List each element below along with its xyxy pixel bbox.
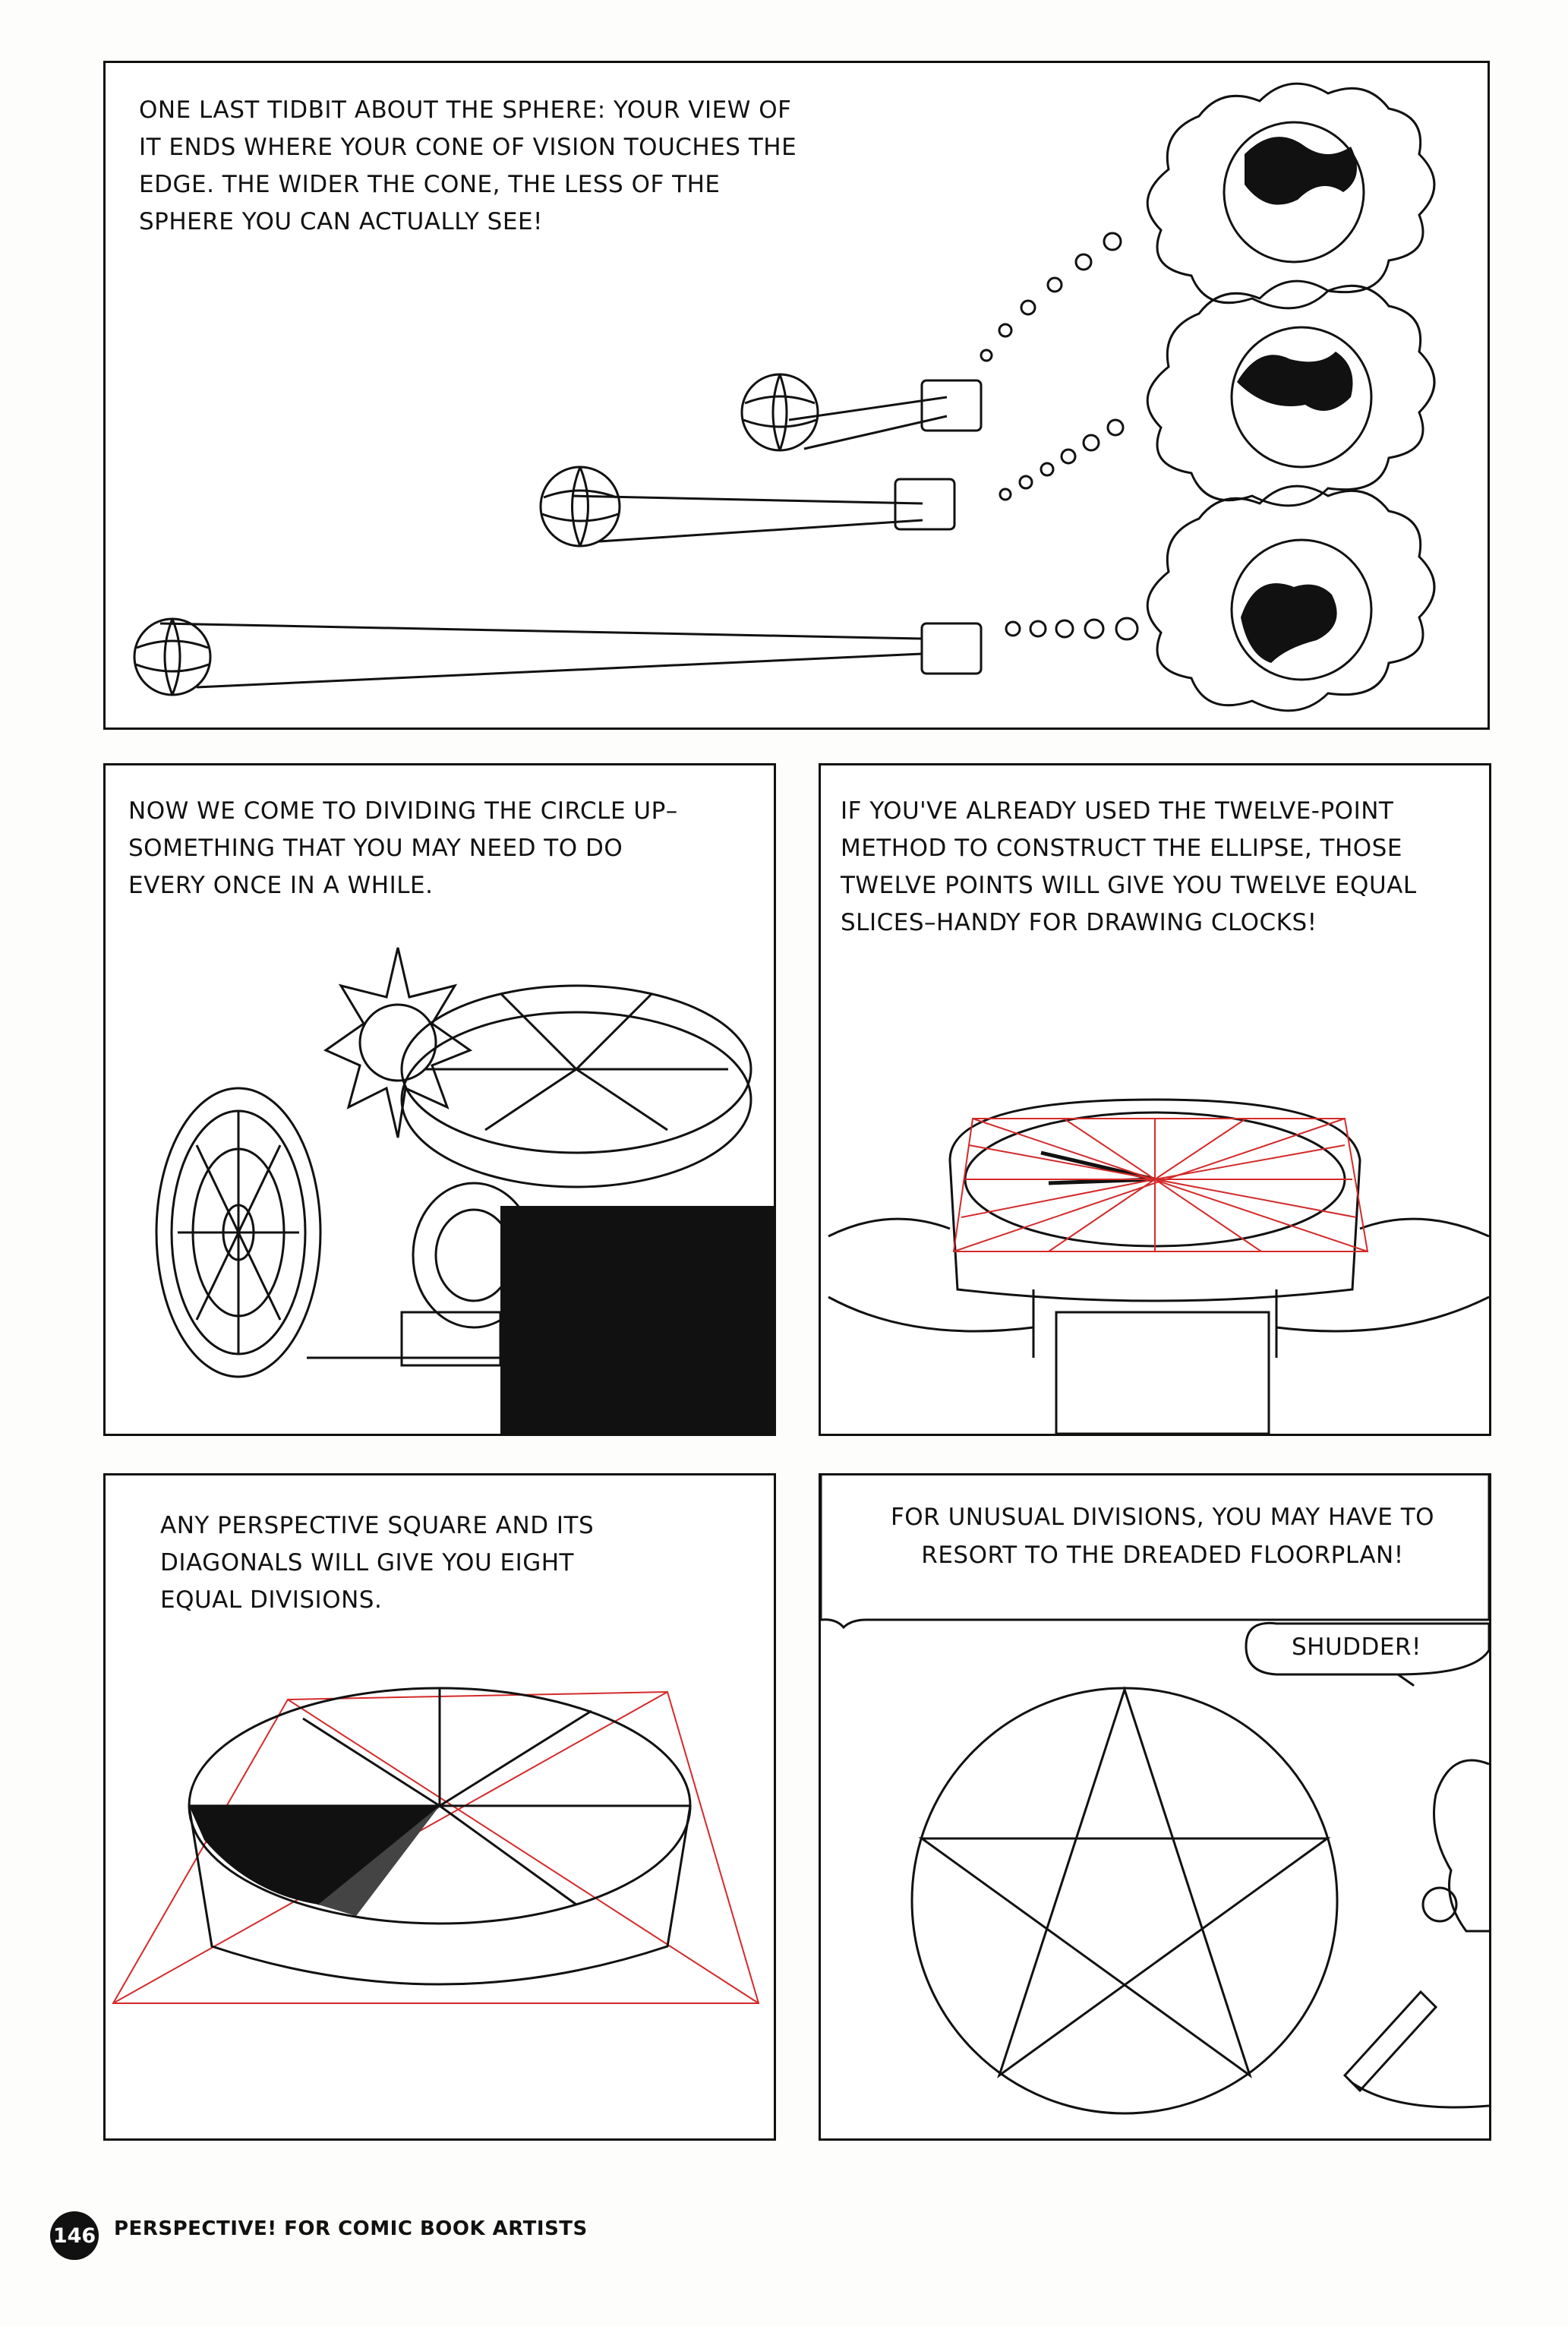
wristwatch-illustration: [821, 765, 1489, 1434]
panel-sphere-cone: [103, 61, 1490, 730]
panel-twelve-point-clock: [819, 763, 1491, 1436]
panel-dividing-circle: [103, 763, 776, 1436]
speech-balloon-text: FOR UNUSUAL DIVISIONS, YOU MAY HAVE TO RESORT TO THE DREADED FLOORPLAN!: [890, 1504, 1435, 1569]
sphere-cone-illustration: [106, 63, 1488, 727]
dividing-circle-illustration: [106, 765, 774, 1434]
panel-1-caption: ONE LAST TIDBIT ABOUT THE SPHERE: YOUR VIEW OF IT ENDS WHERE YOUR CONE OF VISION TOUCHES THE EDGE. THE WIDER THE CONE, THE LESS OF THE SPHERE YOU CAN ACTUALLY SEE!: [139, 96, 797, 235]
pentagram-illustration: [821, 1475, 1489, 2138]
panel-3-caption: IF YOU'VE ALREADY USED THE TWELVE-POINT METHOD TO CONSTRUCT THE ELLIPSE, THOSE TWELVE POINTS WILL GIVE YOU TWELVE EQUAL SLICES–HANDY FOR DRAWING CLOCKS!: [841, 797, 1417, 936]
pie-illustration: [106, 1475, 774, 2138]
page-number-badge: 146: [50, 2211, 99, 2260]
panel-pie-divisions: [103, 1473, 776, 2141]
running-footer-title: PERSPECTIVE! FOR COMIC BOOK ARTISTS: [114, 2217, 588, 2240]
shudder-balloon-text: SHUDDER!: [1292, 1633, 1421, 1661]
panel-4-caption: ANY PERSPECTIVE SQUARE AND ITS DIAGONALS WILL GIVE YOU EIGHT EQUAL DIVISIONS.: [160, 1512, 595, 1614]
panel-2-caption: NOW WE COME TO DIVIDING THE CIRCLE UP– SOMETHING THAT YOU MAY NEED TO DO EVERY ONCE IN A WHILE.: [128, 797, 678, 899]
panel-floorplan-pentagram: [819, 1473, 1491, 2141]
